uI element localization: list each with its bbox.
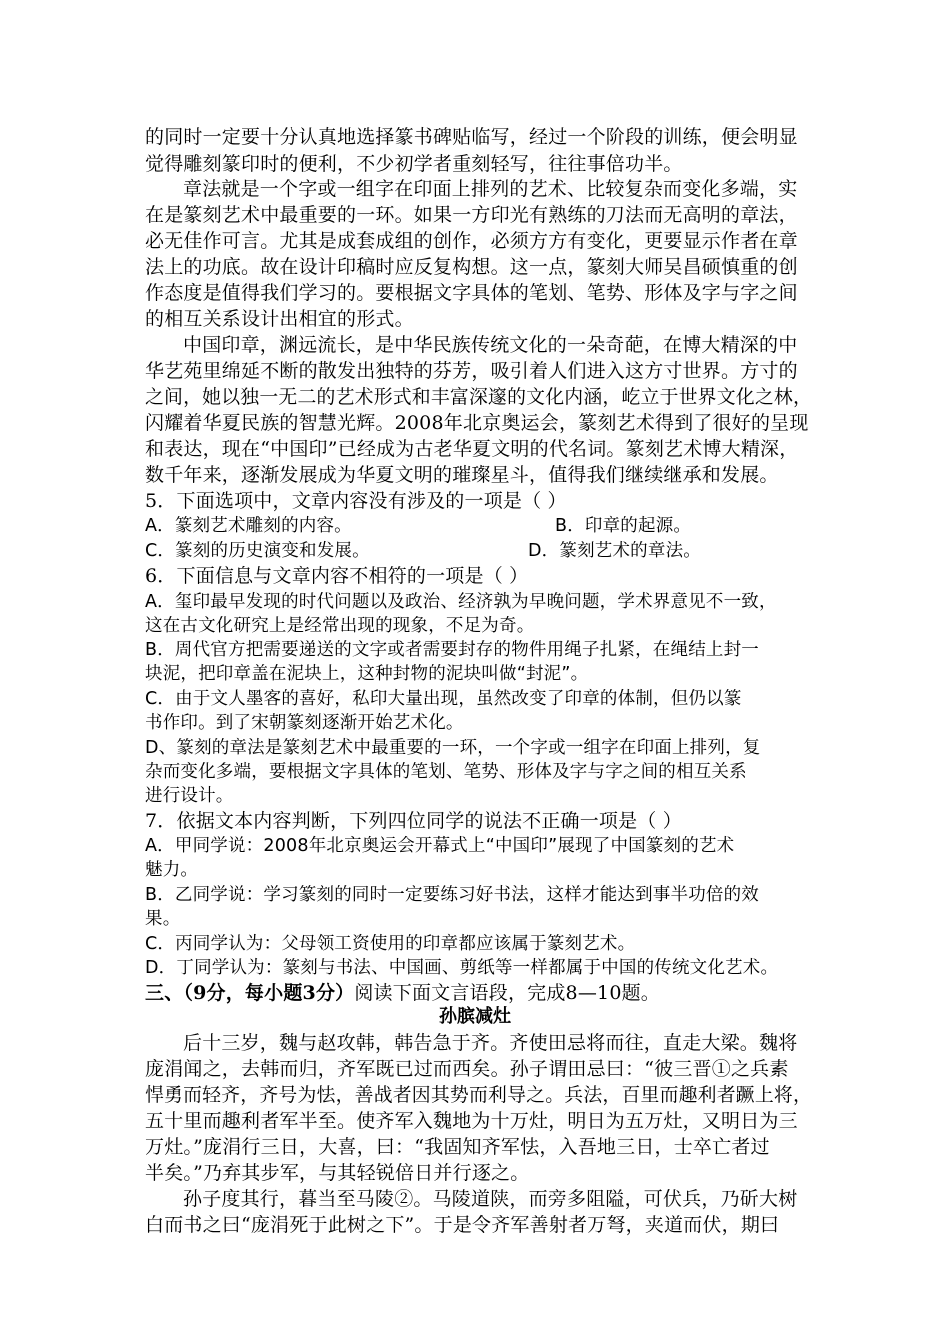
option-a: A．玺印最早发现的时代问题以及政治、经济孰为早晚问题，学术界意见不一致， [145, 592, 777, 612]
text-line: 庞涓闻之，去韩而归，齐军既已过而西矣。孙子谓田忌曰：“彼三晋①之兵素 [145, 1058, 789, 1080]
question-7: 7．依据文本内容判断，下列四位同学的说法不正确一项是（ ） [145, 810, 682, 832]
option-text: 杂而变化多端，要根据文字具体的笔划、笔势、形体及字与字之间的相互关系 [145, 762, 747, 782]
option-text: 果。 [145, 909, 181, 929]
option-b: B．印章的起源。 [555, 516, 692, 536]
text-line: 白而书之曰“庞涓死于此树之下”。于是令齐军善射者万弩，夹道而伏，期曰 [145, 1214, 780, 1236]
text-line: 后十三岁，魏与赵攻韩，韩告急于齐。齐使田忌将而往，直走大梁。魏将 [183, 1032, 798, 1054]
option-text: 书作印。到了宋朝篆刻逐渐开始艺术化。 [145, 713, 464, 733]
question-6: 6．下面信息与文章内容不相符的一项是（ ） [145, 565, 529, 587]
text-line: 觉得雕刻篆印时的便利，不少初学者重刻轻写，往往事倍功半。 [145, 153, 683, 175]
option-text: 进行设计。 [145, 786, 234, 806]
option-a: A．篆刻艺术雕刻的内容。 [145, 516, 352, 536]
option-d: D、篆刻的章法是篆刻艺术中最重要的一环，一个字或一组字在印面上排列，复 [145, 738, 761, 758]
option-a: A．甲同学说：2008年北京奥运会开幕式上“中国印”展现了中国篆刻的艺术 [145, 836, 735, 856]
text-line: 孙子度其行，暮当至马陵②。马陵道陕，而旁多阻隘，可伏兵，乃斫大树 [183, 1188, 798, 1210]
text-line: 的相互关系设计出相宜的形式。 [145, 308, 414, 330]
passage-title: 孙膑减灶 [439, 1006, 511, 1027]
text-line: 之间，她以独一无二的艺术形式和丰富深邃的文化内涵，屹立于世界文化之林， [145, 386, 813, 408]
option-d: D．篆刻艺术的章法。 [528, 541, 701, 561]
option-d: D．丁同学认为：篆刻与书法、中国画、剪纸等一样都属于中国的传统文化艺术。 [145, 958, 779, 978]
text-line: 中国印章，渊远流长，是中华民族传统文化的一朵奇葩，在博大精深的中 [183, 334, 798, 356]
option-c: C．丙同学认为：父母领工资使用的印章都应该属于篆刻艺术。 [145, 934, 636, 954]
text-line: 万灶。”庞涓行三日，大喜，曰：“我固知齐军怯，入吾地三日，士卒亡者过 [145, 1136, 770, 1158]
section-heading [145, 980, 660, 1006]
text-line: 在是篆刻艺术中最重要的一环。如果一方印光有熟练的刀法而无高明的章法， [145, 204, 798, 226]
text-line: 的同时一定要十分认真地选择篆书碑贴临写，经过一个阶段的训练，便会明显 [145, 126, 798, 148]
option-b: B．乙同学说：学习篆刻的同时一定要练习好书法，这样才能达到事半功倍的效 [145, 885, 760, 905]
option-c: C．由于文人墨客的喜好，私印大量出现，虽然改变了印章的体制，但仍以篆 [145, 689, 742, 709]
section-number: 三、（9分，每小题3分） [145, 982, 355, 1004]
text-line: 必无佳作可言。尤其是成套成组的创作，必须方方有变化，更要显示作者在章 [145, 230, 798, 252]
text-line: 法上的功底。故在设计印稿时应反复构想。这一点，篆刻大师吴昌硕慎重的创 [145, 256, 798, 278]
text-line: 和表达，现在“中国印”已经成为古老华夏文明的代名词。篆刻艺术博大精深， [145, 438, 799, 460]
option-text: 魅力。 [145, 860, 199, 880]
text-line: 作态度是值得我们学习的。要根据文字具体的笔划、笔势、形体及字与字之间 [145, 282, 798, 304]
text-line: 章法就是一个字或一组字在印面上排列的艺术、比较复杂而变化多端，实 [183, 178, 798, 200]
text-line: 华艺苑里绵延不断的散发出独特的芬芳，吸引着人们进入这方寸世界。方寸的 [145, 360, 798, 382]
text-line: 悍勇而轻齐，齐号为怯，善战者因其势而利导之。兵法，百里而趣利者蹶上将， [145, 1084, 813, 1106]
text-line: 半矣。”乃弃其步军，与其轻锐倍日并行逐之。 [145, 1162, 530, 1184]
text-line: 闪耀着华夏民族的智慧光辉。2008年北京奥运会，篆刻艺术得到了很好的呈现 [145, 412, 809, 434]
option-text: 这在古文化研究上是经常出现的现象，不足为奇。 [145, 616, 535, 636]
text-line: 数千年来，逐渐发展成为华夏文明的璀璨星斗，值得我们继续继承和发展。 [145, 464, 779, 486]
option-b: B．周代官方把需要递送的文字或者需要封存的物件用绳子扎紧，在绳结上封一 [145, 640, 760, 660]
text-line: 五十里而趣利者军半至。使齐军入魏地为十万灶，明日为五万灶，又明日为三 [145, 1110, 798, 1132]
question-5: 5．下面选项中，文章内容没有涉及的一项是（ ） [145, 490, 567, 512]
section-instruction: 阅读下面文言语段，完成8—10题。 [354, 982, 661, 1004]
option-c: C．篆刻的历史演变和发展。 [145, 541, 370, 561]
option-text: 块泥，把印章盖在泥块上，这种封物的泥块叫做“封泥”。 [145, 664, 589, 684]
